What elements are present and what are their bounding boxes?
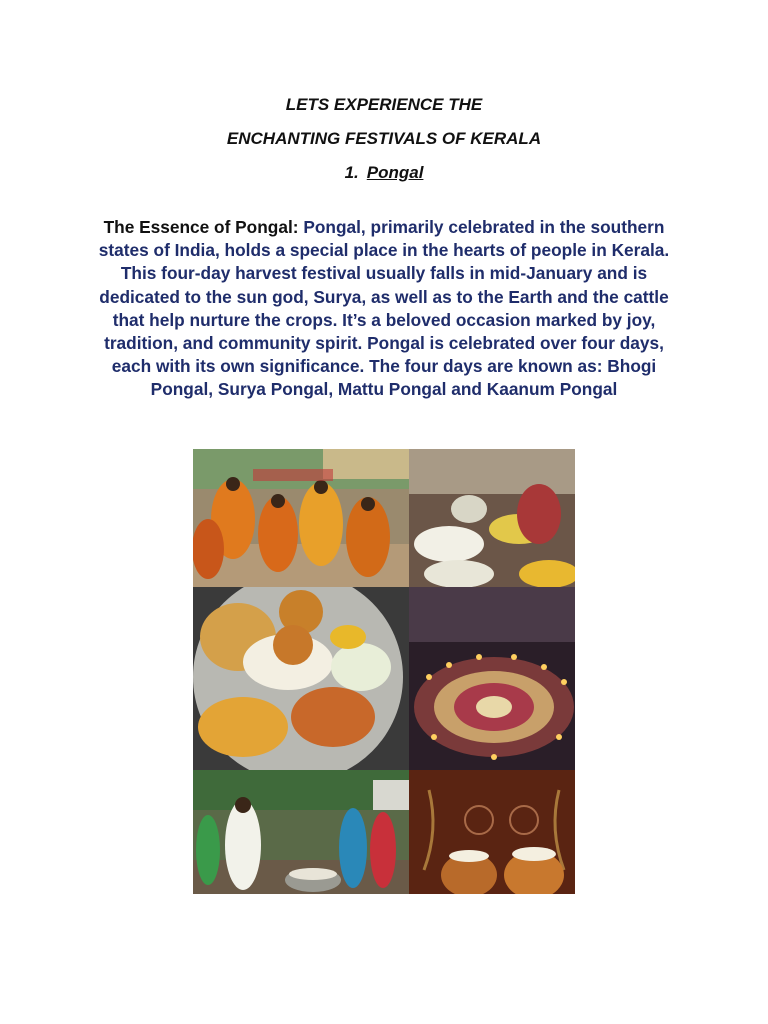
- intro-paragraph: [92, 216, 676, 402]
- cooking-pongal-photo: [193, 770, 409, 894]
- pongal-photo-collage: [193, 449, 575, 894]
- rangoli-lamps-photo: [409, 587, 575, 770]
- title-line-1: LETS EXPERIENCE THE: [285, 95, 483, 114]
- food-thali-photo: [193, 587, 409, 770]
- pongal-pots-illustration: [409, 770, 575, 894]
- section-heading: [0, 163, 768, 183]
- dancers-photo: [193, 449, 409, 587]
- section-title: Pongal: [366, 163, 424, 182]
- section-number: 1.: [344, 163, 359, 182]
- flower-market-photo: [409, 449, 575, 587]
- paragraph-body: Pongal, primarily celebrated in the southern states of India, holds a special place in the hearts of people in Kerala. This four-day harvest festival usually falls in mid-January and is dedicated to the sun god, Surya, as well as to the Earth and the cattle that help nurture the crops. It’s a beloved occasion marked by joy, tradition, and community spirit. Pongal is celebrated over four days, each with its own significance. The four days are known as: Bhogi Pongal, Surya Pongal, Mattu Pongal and Kaanum Pongal: [98, 217, 670, 400]
- paragraph-lead-label: The Essence of Pongal:: [103, 217, 304, 237]
- title-line-2: ENCHANTING FESTIVALS OF KERALA: [226, 129, 542, 148]
